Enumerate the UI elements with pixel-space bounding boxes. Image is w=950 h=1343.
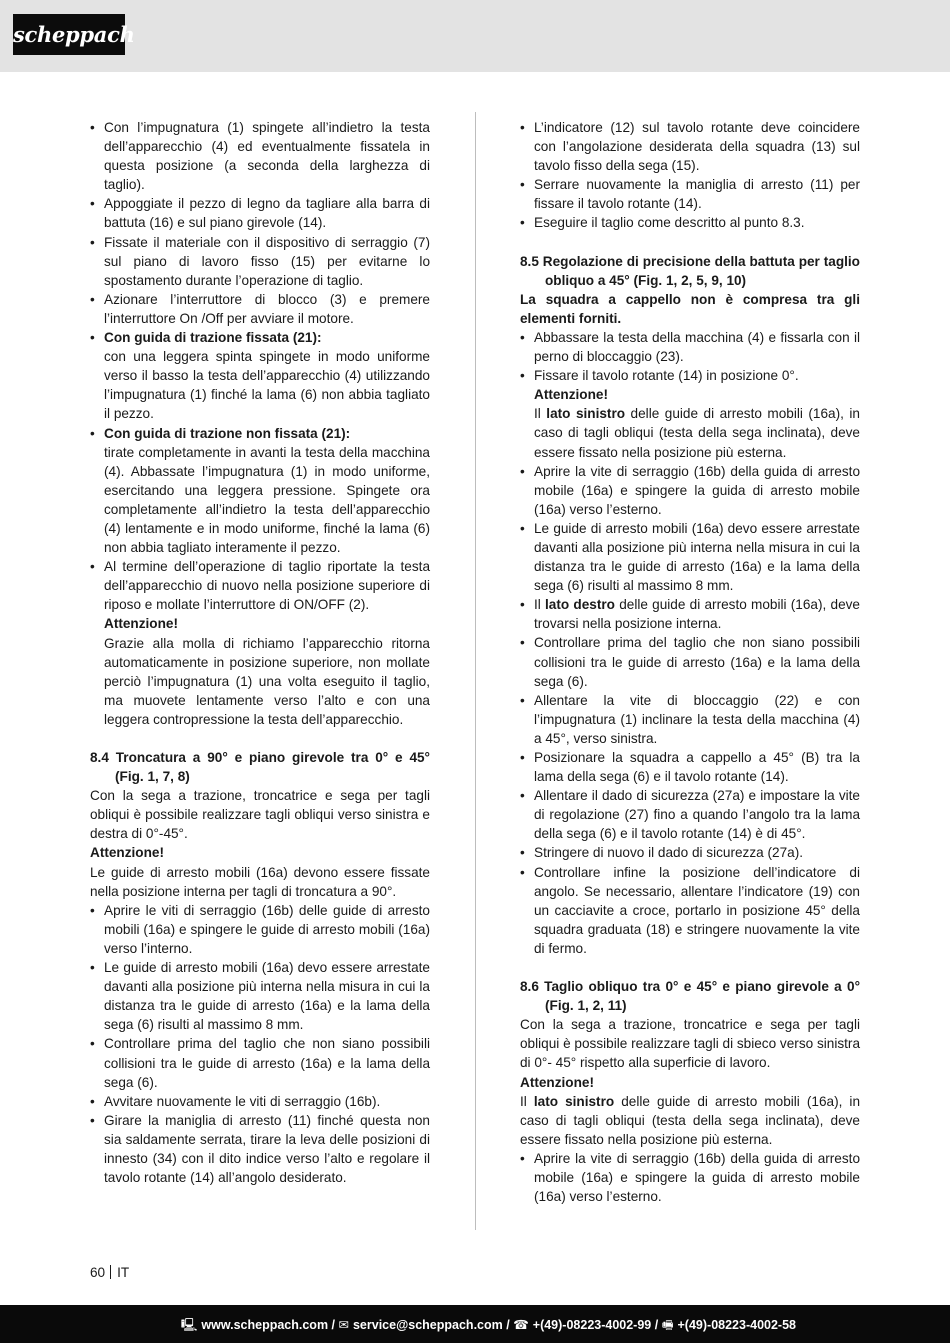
language-code: IT xyxy=(117,1265,130,1280)
list-item xyxy=(90,424,430,558)
paragraph: Le guide di arresto mobili (16a) devono essere fissate nella posizione interna per tagli di troncatura a 90°. xyxy=(90,864,430,899)
list-item: • Stringere di nuovo il dado di sicurezza (27a). xyxy=(520,843,860,862)
list-item: • Allentare il dado di sicurezza (27a) e impostare la vite di regolazione (27) fino a quando l’angolo tra la lama della sega (6) e il tavolo rotante (14) è di 45°. xyxy=(520,786,860,843)
section-heading-8-4: 8.4 Troncatura a 90° e piano girevole tra 0° e 45° (Fig. 1, 7, 8) xyxy=(90,750,430,785)
text-run: Il xyxy=(534,597,546,613)
list-item: • Abbassare la testa della macchina (4) e fissarla con il perno di bloccaggio (23). xyxy=(520,328,860,366)
fax-icon: 🖷 xyxy=(661,1318,674,1332)
list-item: • Eseguire il taglio come descritto al punto 8.3. xyxy=(520,213,860,232)
list-item: • Le guide di arresto mobili (16a) devo essere arrestate davanti alla posizione più interna nella misura in cui la distanza tra le guide di arresto (16a) e la lama della sega (6) risulti al massimo 8 mm. xyxy=(90,958,430,1034)
list-item: • Girare la maniglia di arresto (11) finché questa non sia saldamente serrata, tirare la leva delle posizioni di innesto (34) con il dito indice verso l’alto e regolare il tavolo rotante (14) all’angolo desiderato. xyxy=(90,1111,430,1187)
paragraph: Con la sega a trazione, troncatrice e sega per tagli obliqui è possibile realizzare tagli di sbieco verso sinistra di 0°- 45° rispetto alla superficie di lavoro. xyxy=(520,1017,861,1071)
list-item xyxy=(520,366,860,461)
note-bold: La squadra a cappello non è compresa tra gli elementi forniti. xyxy=(520,291,860,326)
item-text: Fissare il tavolo rotante (14) in posizione 0°. xyxy=(534,368,799,384)
list-item xyxy=(90,557,430,729)
section-heading-8-6: 8.6 Taglio obliquo tra 0° e 45° e piano girevole a 0° (Fig. 1, 2, 11) xyxy=(520,979,860,1014)
list-item: • L’indicatore (12) sul tavolo rotante deve coincidere con l’angolazione desiderata della squadra (13) sul tavolo fisso della sega (15). xyxy=(520,118,860,175)
list-item: • Appoggiate il pezzo di legno da tagliare alla barra di battuta (16) e sul piano girevole (14). xyxy=(90,194,430,232)
list-item: • Fissate il materiale con il dispositivo di serraggio (7) sul piano di lavoro fisso (15) per evitarne lo spostamento durante l’operazione di taglio. xyxy=(90,233,430,290)
paragraph xyxy=(520,1092,860,1149)
steps-list xyxy=(520,1149,860,1206)
page-number-value: 60 xyxy=(90,1265,106,1280)
text-run: delle guide di arresto mobili (16a), in caso di tagli obliqui (testa della sega inclinata), deve essere fissato nella posizione più esterna. xyxy=(534,406,860,460)
scheppach-logo: scheppach xyxy=(13,14,125,55)
list-item: • Controllare prima del taglio che non siano possibili collisioni tra le guide di arresto (16a) e la lama della sega (6). xyxy=(520,633,860,690)
item-title: Con guida di trazione fissata (21): xyxy=(104,330,322,346)
list-item: • Aprire la vite di serraggio (16b) della guida di arresto mobile (16a) e spingere la guida di arresto mobile (16a) verso l’esterno. xyxy=(520,1149,860,1206)
list-item xyxy=(90,328,430,423)
list-item: • Azionare l’interruttore di blocco (3) e premere l’interruttore On /Off per avviare il motore. xyxy=(90,290,430,328)
text-run: delle guide di arresto mobili (16a), deve trovarsi nella posizione interna. xyxy=(534,597,860,632)
list-item: • Avvitare nuovamente le viti di serraggio (16b). xyxy=(90,1092,430,1111)
header-band xyxy=(0,0,950,72)
mail-icon: ✉ xyxy=(338,1318,349,1332)
text-run: delle guide di arresto mobili (16a), in caso di tagli obliqui (testa della sega inclinata), deve essere fissato nella posizione più esterna. xyxy=(520,1093,861,1147)
emphasis: lato destro xyxy=(545,597,615,613)
steps-list xyxy=(90,118,430,729)
list-item: • Serrare nuovamente la maniglia di arresto (11) per fissare il tavolo rotante (14). xyxy=(520,175,860,213)
email-link[interactable]: service@scheppach.com / xyxy=(352,1318,510,1332)
item-text: con una leggera spinta spingete in modo uniforme verso il basso la testa dell’apparecchio (4) utilizzando l’impugnatura (1) finché la lama (6) non abbia tagliato il pezzo. xyxy=(104,349,430,422)
contact-line xyxy=(181,1316,796,1337)
footer-bar xyxy=(0,1305,950,1343)
list-item: • Posizionare la squadra a cappello a 45° (B) tra la lama della sega (6) e il tavolo rotante (14). xyxy=(520,748,860,786)
fax-number: +(49)-08223-4002-58 xyxy=(677,1318,796,1332)
list-item: • Con l’impugnatura (1) spingete all’indietro la testa dell’apparecchio (4) ed eventualmente fissatela in questa posizione (a seconda della larghezza di taglio). xyxy=(90,118,430,194)
attention-label: Attenzione! xyxy=(104,616,179,632)
steps-list xyxy=(520,118,860,233)
website-link[interactable]: www.scheppach.com / xyxy=(201,1318,336,1332)
item-text: Al termine dell’operazione di taglio riportate la testa dell’apparecchio di nuovo nella posizione superiore di riposo e mollate l’interruttore di ON/OFF (2). xyxy=(104,559,430,613)
emphasis: lato sinistro xyxy=(533,1093,615,1109)
paragraph: Con la sega a trazione, troncatrice e sega per tagli obliqui è possibile realizzare tagli obliqui verso sinistra e destra di 0°-45°. xyxy=(90,788,430,842)
computer-icon: 🖳 xyxy=(180,1318,198,1332)
list-item: • Controllare infine la posizione dell’indicatore di angolo. Se necessario, allentare l’indicatore (19) con un cacciavite a croce, portarlo in posizione 45° della squadra graduata (18) e stringere nuovamente la vite di fermo. xyxy=(520,863,860,958)
attention-label: Attenzione! xyxy=(90,845,165,861)
list-item xyxy=(520,595,860,633)
item-text: Grazie alla molla di richiamo l’apparecchio ritorna automaticamente in posizione superiore, non mollate perciò l’impugnatura (1) una volta eseguito il taglio, ma muovete lentamente verso l’alto e con una leggera contropressione la testa dell’apparecchio. xyxy=(104,635,430,727)
phone-number: +(49)-08223-4002-99 / xyxy=(532,1318,659,1332)
list-item: • Aprire la vite di serraggio (16b) della guida di arresto mobile (16a) e spingere la guida di arresto mobile (16a) verso l’esterno. xyxy=(520,462,860,519)
column-divider xyxy=(475,112,476,1230)
separator xyxy=(110,1265,111,1279)
section-heading-8-5: 8.5 Regolazione di precisione della battuta per taglio obliquo a 45° (Fig. 1, 2, 5, 9, 10) xyxy=(520,253,860,288)
phone-icon: ☎ xyxy=(513,1318,529,1332)
right-column xyxy=(520,118,860,1206)
list-item: • Aprire le viti di serraggio (16b) delle guide di arresto mobili (16a) e spingere le guide di arresto mobili (16a) verso l’interno. xyxy=(90,901,430,958)
emphasis: lato sinistro xyxy=(546,406,626,422)
list-item: • Controllare prima del taglio che non siano possibili collisioni tra le guide di arresto (16a) e la lama della sega (6). xyxy=(90,1034,430,1091)
text-run: Il xyxy=(520,1093,534,1109)
attention-label: Attenzione! xyxy=(534,387,609,403)
item-text: tirate completamente in avanti la testa della macchina (4). Abbassate l’impugnatura (1) in modo uniforme, esercitando una leggera pressione. Spingete ora completamente all’indietro la testa dell’apparecchio (4) lentamente e in modo uniforme, finché la lama (6) non abbia tagliato interamente il pezzo. xyxy=(104,444,430,556)
attention-label: Attenzione! xyxy=(520,1074,595,1090)
list-item: • Le guide di arresto mobili (16a) devo essere arrestate davanti alla posizione più interna nella misura in cui la distanza tra le guide di arresto (16a) e la lama della sega (6) risulti al massimo 8 mm. xyxy=(520,519,860,595)
item-title: Con guida di trazione non fissata (21): xyxy=(104,425,351,441)
steps-list xyxy=(520,328,860,958)
steps-list xyxy=(90,901,430,1187)
list-item: • Allentare la vite di bloccaggio (22) e con l’impugnatura (1) inclinare la testa della macchina (4) a 45°, verso sinistra. xyxy=(520,691,860,748)
text-run: Il xyxy=(534,406,547,422)
left-column xyxy=(90,118,430,1187)
page-number xyxy=(90,1265,129,1280)
